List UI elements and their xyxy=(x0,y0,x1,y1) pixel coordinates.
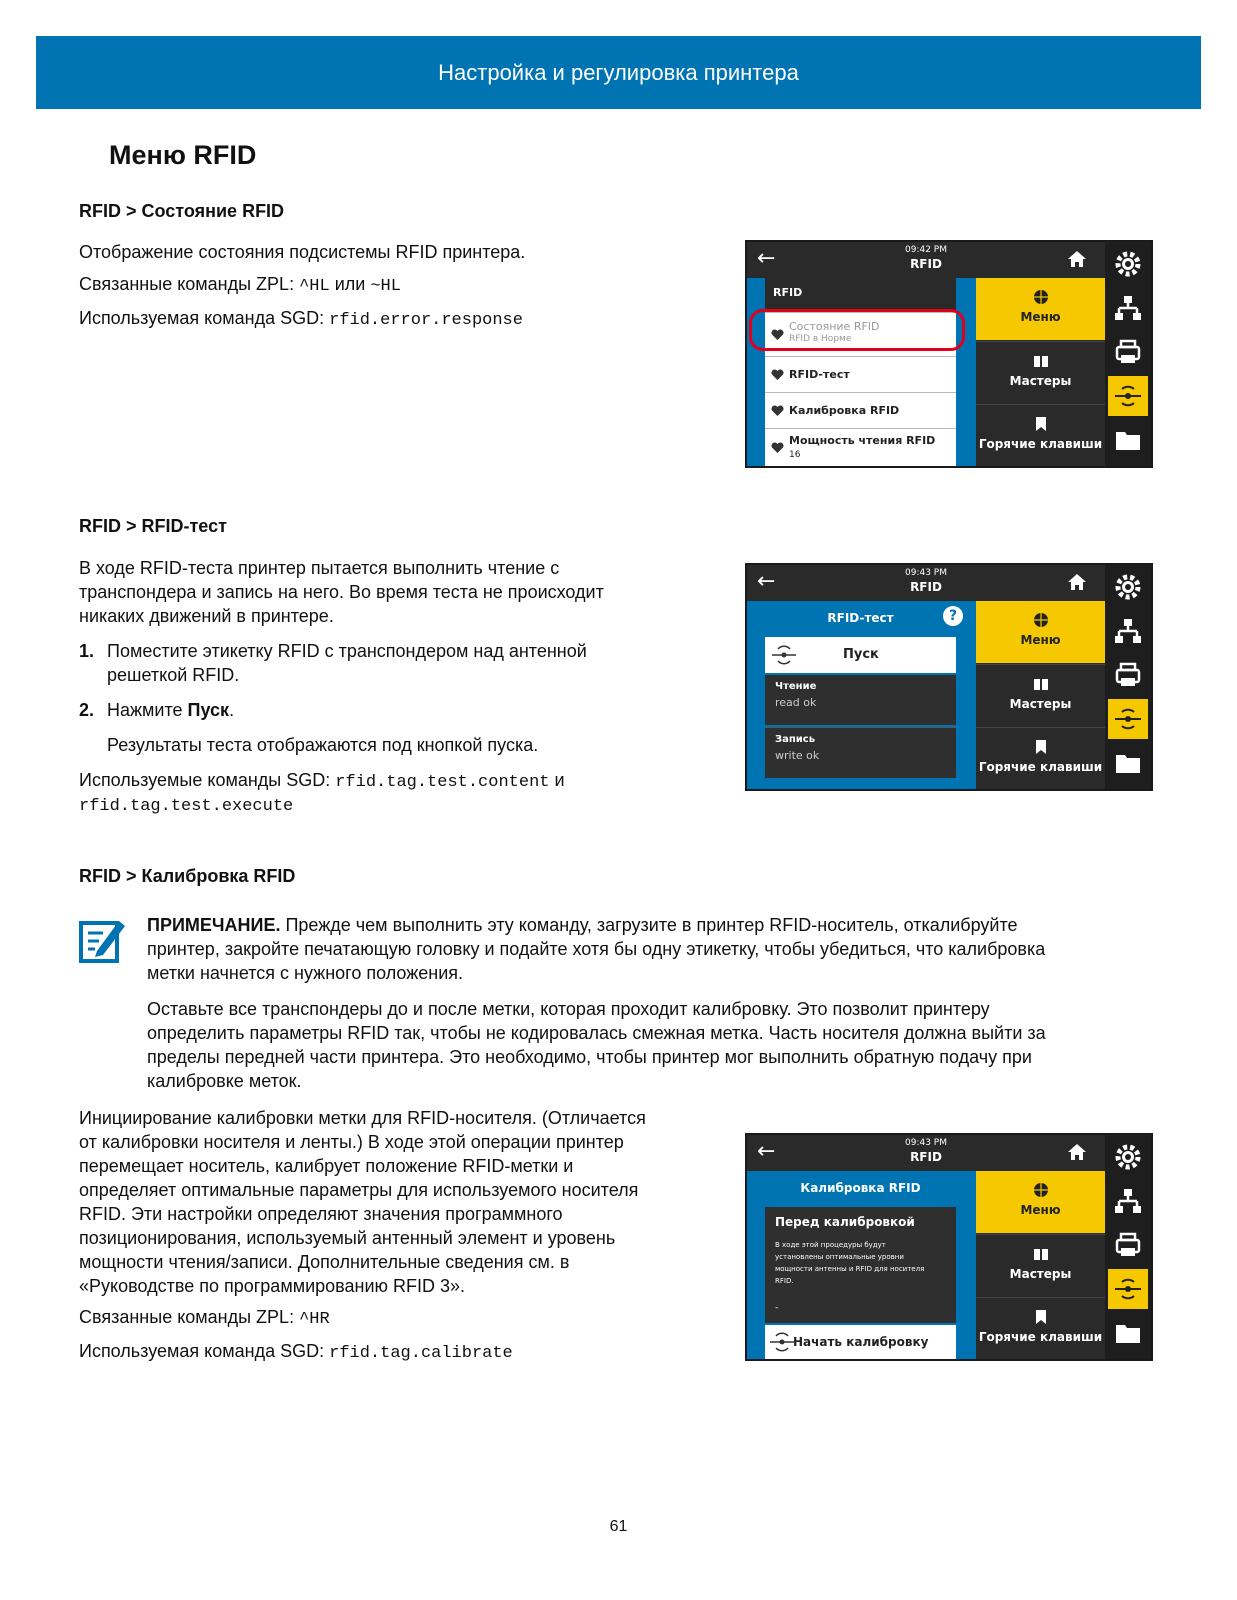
settings-icon[interactable] xyxy=(1108,567,1148,607)
note-line: калибровке меток. xyxy=(147,1071,302,1091)
network-icon[interactable] xyxy=(1108,611,1148,651)
heart-icon xyxy=(771,369,784,381)
globe-icon xyxy=(1032,1181,1050,1199)
paragraph-line: «Руководстве по программированию RFID 3». xyxy=(79,1276,466,1296)
step-1: 1. Поместите этикетку RFID с транспондером над антенной xyxy=(79,641,587,661)
zpl-commands: Связанные команды ZPL: ^HR xyxy=(79,1307,330,1329)
screen-main-menu xyxy=(976,278,1105,466)
write-result: Запись write ok xyxy=(765,727,956,778)
list-item-rfid-test[interactable]: RFID-тест xyxy=(765,356,956,392)
paragraph-line: позиционирования, используемый антенный элемент и уровень xyxy=(79,1228,616,1248)
tile-hotkeys[interactable]: Горячие клавиши xyxy=(976,727,1105,790)
printer-screen-rfid-calibration xyxy=(745,1133,1153,1361)
screen-title: RFID xyxy=(910,257,942,271)
rfid-icon[interactable] xyxy=(1108,1269,1148,1309)
paragraph-line: транспондера и запись на него. Во время теста не происходит xyxy=(79,582,604,602)
folder-icon[interactable] xyxy=(1108,1313,1148,1353)
start-calibration-button[interactable]: Начать калибровку xyxy=(765,1325,956,1359)
list-item-rfid-calibration[interactable]: Калибровка RFID xyxy=(765,392,956,428)
list-item-rfid-read-power[interactable]: Мощность чтения RFID 16 xyxy=(765,428,956,466)
paragraph-line: от калибровки носителя и ленты.) В ходе этой операции принтер xyxy=(79,1132,624,1152)
printer-icon[interactable] xyxy=(1108,1225,1148,1265)
home-icon[interactable] xyxy=(1067,249,1087,269)
header-title: Настройка и регулировка принтера xyxy=(438,59,799,85)
read-result: Чтение read ok xyxy=(765,675,956,725)
paragraph-line: RFID. Эти настройки определяют значения программного xyxy=(79,1204,563,1224)
help-icon[interactable]: ? xyxy=(943,606,963,626)
tile-wizards[interactable]: Мастеры xyxy=(976,664,1105,727)
network-icon[interactable] xyxy=(1108,288,1148,328)
screen-time: 09:42 PM xyxy=(905,245,947,255)
header-banner xyxy=(36,36,1201,109)
note-icon xyxy=(79,915,127,963)
printer-screen-rfid-status xyxy=(745,240,1153,468)
globe-icon xyxy=(1032,611,1050,629)
network-icon[interactable] xyxy=(1108,1181,1148,1221)
home-icon[interactable] xyxy=(1067,1142,1087,1162)
printer-icon[interactable] xyxy=(1108,332,1148,372)
paragraph-line: В ходе RFID-теста принтер пытается выполнить чтение с xyxy=(79,558,560,578)
heart-icon xyxy=(771,442,784,454)
screen-sidebar xyxy=(1105,242,1151,466)
note-line: пределы передней части принтера. Это необходимо, чтобы принтер мог выполнить обратную подачу при xyxy=(147,1047,1032,1067)
start-button[interactable]: Пуск xyxy=(765,637,956,673)
screen-content xyxy=(747,1171,976,1359)
settings-icon[interactable] xyxy=(1108,244,1148,284)
section-heading-rfid-test: RFID > RFID-тест xyxy=(79,516,227,536)
back-arrow-icon[interactable]: ← xyxy=(757,1139,776,1164)
folder-icon[interactable] xyxy=(1108,743,1148,783)
highlight-ring xyxy=(749,309,965,351)
screen-title: RFID xyxy=(910,1150,942,1164)
book-icon xyxy=(1032,1245,1050,1263)
printer-icon[interactable] xyxy=(1108,655,1148,695)
back-arrow-icon[interactable]: ← xyxy=(757,569,776,594)
screen-title: RFID xyxy=(910,580,942,594)
sgd-command: Используемая команда SGD: rfid.tag.calibrate xyxy=(79,1341,513,1363)
sgd-command-2: rfid.tag.test.execute xyxy=(79,797,294,816)
tile-wizards[interactable]: Мастеры xyxy=(976,341,1105,404)
list-title: RFID xyxy=(773,286,803,299)
screen-main-menu xyxy=(976,601,1105,789)
paragraph-line: мощности чтения/записи. Дополнительные сведения см. в xyxy=(79,1252,570,1272)
page-title: Меню RFID xyxy=(109,140,257,170)
settings-icon[interactable] xyxy=(1108,1137,1148,1177)
screen-content xyxy=(747,601,976,789)
calibration-info: Перед калибровкой В ходе этой процедуры будут установлены оптимальные уровни мощности антенны и RFID для носителя RFID. - xyxy=(765,1207,956,1323)
home-icon[interactable] xyxy=(1067,572,1087,592)
paragraph-line: перемещает носитель, калибрует положение RFID-метки и xyxy=(79,1156,574,1176)
tile-wizards[interactable]: Мастеры xyxy=(976,1234,1105,1297)
tile-menu[interactable]: Меню xyxy=(976,278,1105,340)
globe-icon xyxy=(1032,288,1050,306)
bookmark-icon xyxy=(1032,738,1050,756)
back-arrow-icon[interactable]: ← xyxy=(757,246,776,271)
printer-screen-rfid-test xyxy=(745,563,1153,791)
screen-content xyxy=(747,278,976,466)
page-number: 61 xyxy=(609,1518,628,1535)
screen-top-bar xyxy=(747,1135,1105,1171)
sgd-commands: Используемые команды SGD: rfid.tag.test.content и xyxy=(79,770,565,792)
paragraph-line: определяет оптимальные параметры для используемого носителя xyxy=(79,1180,639,1200)
tile-menu[interactable]: Меню xyxy=(976,1171,1105,1233)
screen-time: 09:43 PM xyxy=(905,568,947,578)
note-line: Оставьте все транспондеры до и после метки, которая проходит калибровку. Это позволит принтеру xyxy=(147,999,990,1019)
step-result: Результаты теста отображаются под кнопкой пуска. xyxy=(107,735,539,755)
section-heading-rfid-status: RFID > Состояние RFID xyxy=(79,201,285,221)
tile-hotkeys[interactable]: Горячие клавиши xyxy=(976,404,1105,467)
rfid-icon[interactable] xyxy=(1108,699,1148,739)
sgd-command: Используемая команда SGD: rfid.error.response xyxy=(79,308,523,330)
list-item-rfid-status[interactable]: Состояние RFID RFID в Норме xyxy=(765,312,956,356)
note-line: определить параметры RFID так, чтобы не кодировалась смежная метка. Часть носителя должна выйти за xyxy=(147,1023,1046,1043)
rfid-icon xyxy=(771,645,797,665)
screen-sidebar xyxy=(1105,1135,1151,1359)
rfid-menu-list xyxy=(765,278,956,466)
folder-icon[interactable] xyxy=(1108,420,1148,460)
paragraph-line: никаких движений в принтере. xyxy=(79,606,334,626)
note-line: принтер, закройте печатающую головку и подайте хотя бы одну этикетку, чтобы убедиться, что калибровка xyxy=(147,939,1046,959)
bookmark-icon xyxy=(1032,1308,1050,1326)
panel-title: Калибровка RFID xyxy=(800,1181,921,1195)
section-heading-rfid-calibration: RFID > Калибровка RFID xyxy=(79,866,296,886)
screen-top-bar xyxy=(747,565,1105,601)
screen-time: 09:43 PM xyxy=(905,1138,947,1148)
screen-sidebar xyxy=(1105,565,1151,789)
zpl-commands: Связанные команды ZPL: ^HL или ~HL xyxy=(79,274,401,296)
heart-icon xyxy=(771,405,784,417)
paragraph-line: Инициирование калибровки метки для RFID-носителя. (Отличается xyxy=(79,1108,646,1128)
rfid-icon[interactable] xyxy=(1108,376,1148,416)
rfid-icon xyxy=(769,1332,795,1352)
screen-top-bar xyxy=(747,242,1105,278)
book-icon xyxy=(1032,675,1050,693)
note-line: метки начнется с нужного положения. xyxy=(147,963,464,983)
step-2: 2. Нажмите Пуск. xyxy=(79,700,235,720)
step-1-continued: решеткой RFID. xyxy=(107,665,240,685)
book-icon xyxy=(1032,352,1050,370)
panel-title: RFID-тест xyxy=(827,611,894,625)
screen-main-menu xyxy=(976,1171,1105,1359)
tile-menu[interactable]: Меню xyxy=(976,601,1105,663)
tile-hotkeys[interactable]: Горячие клавиши xyxy=(976,1297,1105,1360)
note-line: ПРИМЕЧАНИЕ. Прежде чем выполнить эту команду, загрузите в принтер RFID-носитель, откалибруйте xyxy=(147,915,1018,935)
bookmark-icon xyxy=(1032,415,1050,433)
paragraph: Отображение состояния подсистемы RFID принтера. xyxy=(79,242,526,262)
